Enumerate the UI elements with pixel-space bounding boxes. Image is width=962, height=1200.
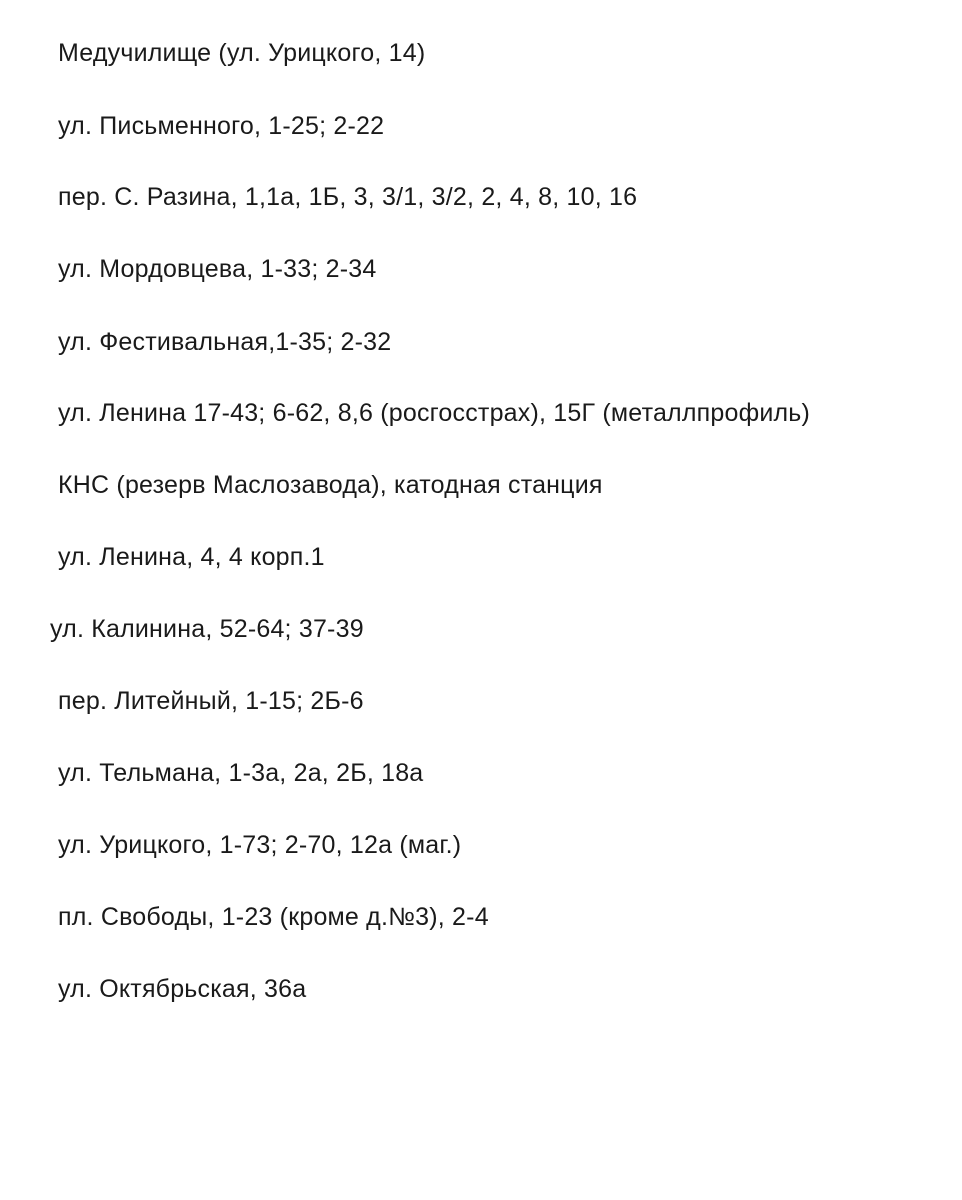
- address-line-medical-college: Медучилище (ул. Урицкого, 14): [58, 39, 426, 67]
- address-line-lenina-4: ул. Ленина, 4, 4 корп.1: [58, 543, 325, 571]
- address-line-lenina-range: ул. Ленина 17-43; 6-62, 8,6 (росгосстрах), 15Г (металлпрофиль): [58, 399, 811, 427]
- address-line-kns: КНС (резерв Маслозавода), катодная станция: [58, 471, 603, 499]
- address-line-telmana: ул. Тельмана, 1-3а, 2а, 2Б, 18а: [58, 759, 424, 787]
- address-line-liteyny: пер. Литейный, 1-15; 2Б-6: [58, 687, 364, 715]
- address-line-mordovtseva: ул. Мордовцева, 1-33; 2-34: [58, 255, 377, 283]
- address-line-razina: пер. С. Разина, 1,1а, 1Б, 3, 3/1, 3/2, 2, 4, 8, 10, 16: [58, 183, 638, 211]
- address-line-svobody: пл. Свободы, 1-23 (кроме д.№3), 2-4: [58, 903, 489, 931]
- address-line-pismennogo: ул. Письменного, 1-25; 2-22: [58, 112, 385, 140]
- address-line-oktyabrskaya: ул. Октябрьская, 36а: [58, 975, 307, 1003]
- address-line-festivalnaya: ул. Фестивальная,1-35; 2-32: [58, 328, 392, 356]
- address-line-uritskogo: ул. Урицкого, 1-73; 2-70, 12а (маг.): [58, 831, 462, 859]
- address-line-kalinina: ул. Калинина, 52-64; 37-39: [50, 615, 364, 643]
